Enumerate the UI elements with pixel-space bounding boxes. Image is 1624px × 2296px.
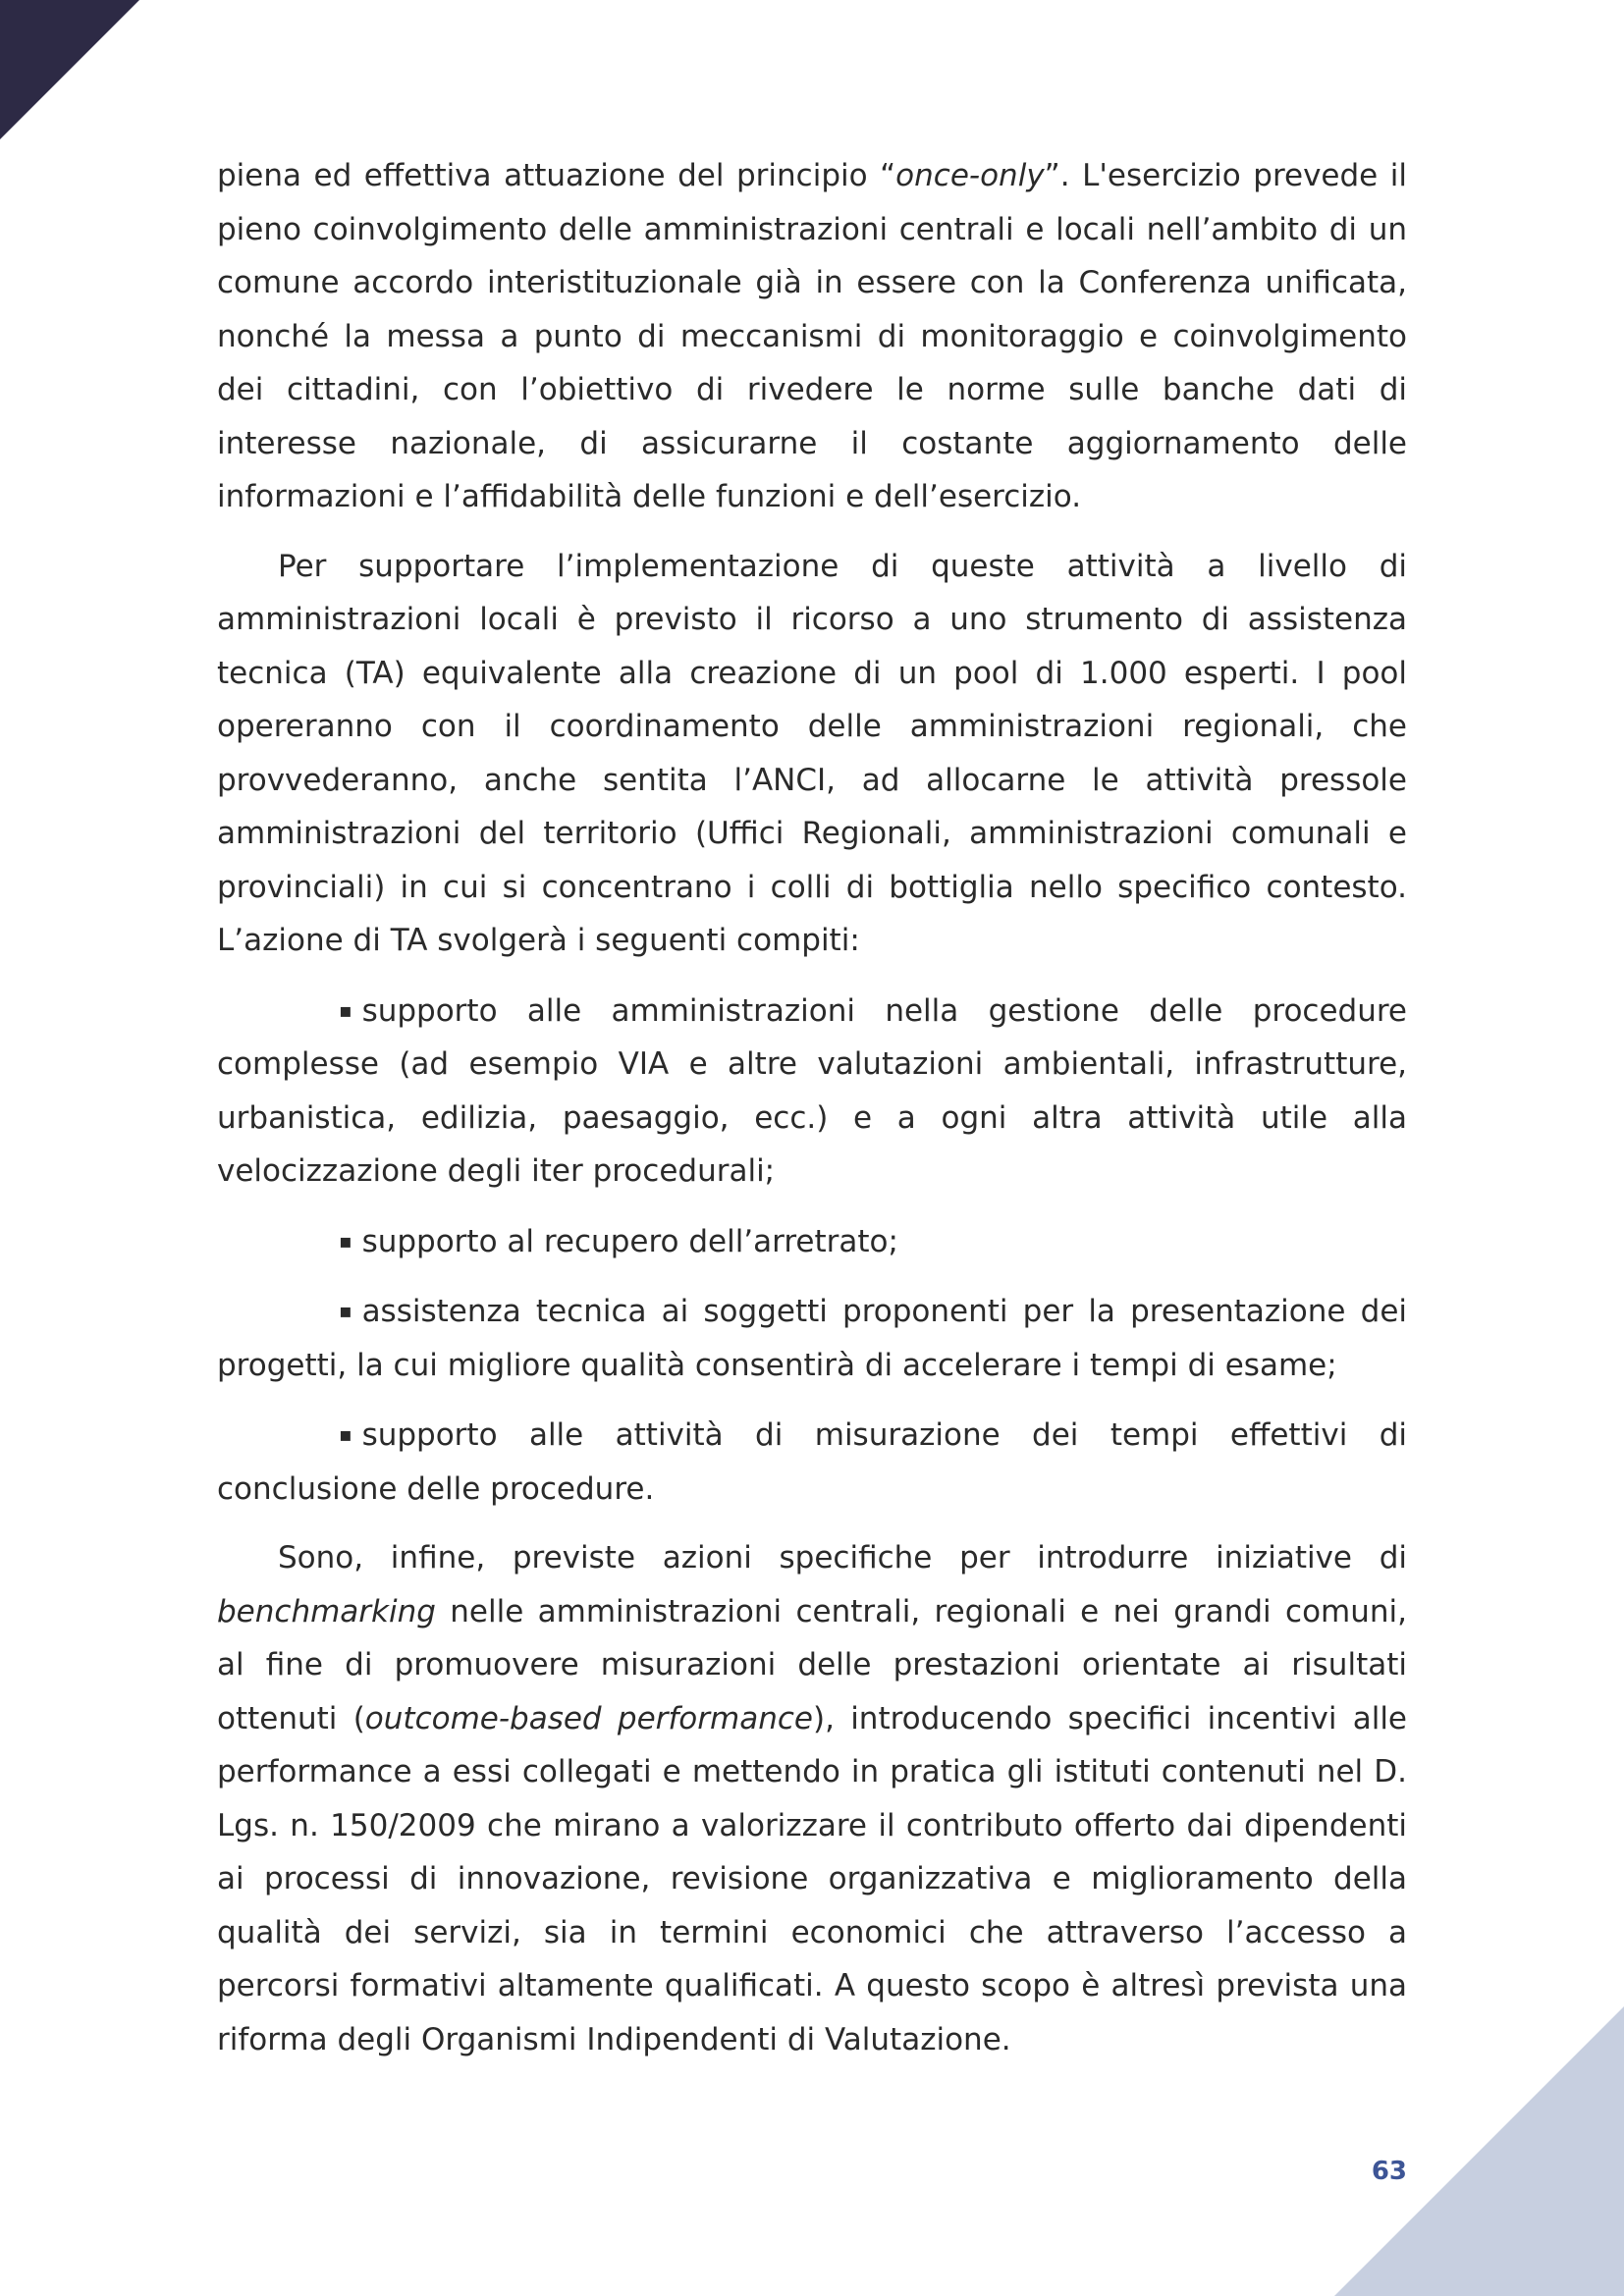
text-run: supporto alle attività di misurazione dei tempi effettivi di conclusione delle procedure. [217, 1417, 1407, 1507]
bullet-item [217, 984, 1407, 1199]
bullet-marker: ▪ [339, 1422, 352, 1446]
text-run: Per supportare l’implementazione di queste attività a livello di amministrazioni locali è previsto il ricorso a uno strumento di assistenza tecnica (TA) equivalente alla creazione di un pool di 1.000 esperti. I pool opereranno con il coordinamento delle amministrazioni regionali, che provvederanno, anche sentita l’ANCI, ad allocarne le attività pressole amministrazioni del territorio (Uffici Regionali, amministrazioni comunali e provinciali) in cui si concentrano i colli di bottiglia nello specifico contesto. L’azione di TA svolgerà i seguenti compiti: [217, 548, 1407, 958]
paragraph [217, 540, 1407, 968]
document-body [217, 149, 1407, 2082]
text-run: ”. L'esercizio prevede il pieno coinvolgimento delle amministrazioni centrali e locali nell’ambito di un comune accordo interistituzionale già in essere con la Conferenza unificata, nonché la messa a punto di meccanismi di monitoraggio e coinvolgimento dei cittadini, con l’obiettivo di rivedere le norme sulle banche dati di interesse nazionale, di assicurarne il costante aggiornamento delle informazioni e l’affidabilità delle funzioni e dell’esercizio. [217, 158, 1408, 514]
bullet-item [217, 1284, 1407, 1392]
text-run: nelle amministrazioni centrali, regionali e nei grandi comuni, al fine di promuovere misurazioni delle prestazioni orientate ai risultati ottenuti ( [217, 1593, 1407, 1736]
corner-decoration-top-left [0, 0, 139, 139]
bullet-item [217, 1408, 1407, 1516]
text-run: supporto al recupero dell’arretrato; [361, 1223, 898, 1259]
bullet-item [217, 1214, 1407, 1269]
text-run: supporto alle amministrazioni nella gestione delle procedure complesse (ad esempio VIA e altre valutazioni ambientali, infrastrutture, urbanistica, edilizia, paesaggio, ecc.) e a ogni altra attività utile alla velocizzazione degli iter procedurali; [217, 992, 1407, 1189]
text-run: Sono, infine, previste azioni specifiche per introdurre iniziative di [278, 1540, 1407, 1575]
bullet-marker: ▪ [339, 1299, 352, 1322]
italic-text-run: outcome-based performance [364, 1700, 813, 1736]
bullet-marker: ▪ [339, 1228, 352, 1253]
paragraph [217, 149, 1407, 524]
italic-text-run: once-only [895, 158, 1045, 193]
text-run: ), introducendo specifici incentivi alle performance a essi collegati e mettendo in pratica gli istituti contenuti nel D. Lgs. n. 150/2009 che mirano a valorizzare il contributo offerto dai dipendenti ai processi di innovazione, revisione organizzativa e miglioramento della qualità dei servizi, sia in termini economici che attraverso l’accesso a percorsi formativi altamente qualificati. A questo scopo è altresì prevista una riforma degli Organismi Indipendenti di Valutazione. [217, 1700, 1408, 2057]
italic-text-run: benchmarking [217, 1593, 436, 1629]
bullet-marker: ▪ [339, 997, 352, 1022]
text-run: piena ed effettiva attuazione del principio “ [217, 158, 896, 193]
text-run: assistenza tecnica ai soggetti proponenti per la presentazione dei progetti, la cui migliore qualità consentirà di accelerare i tempi di esame; [217, 1294, 1407, 1383]
paragraph [217, 1531, 1407, 2066]
page-number: 63 [1371, 2157, 1407, 2186]
